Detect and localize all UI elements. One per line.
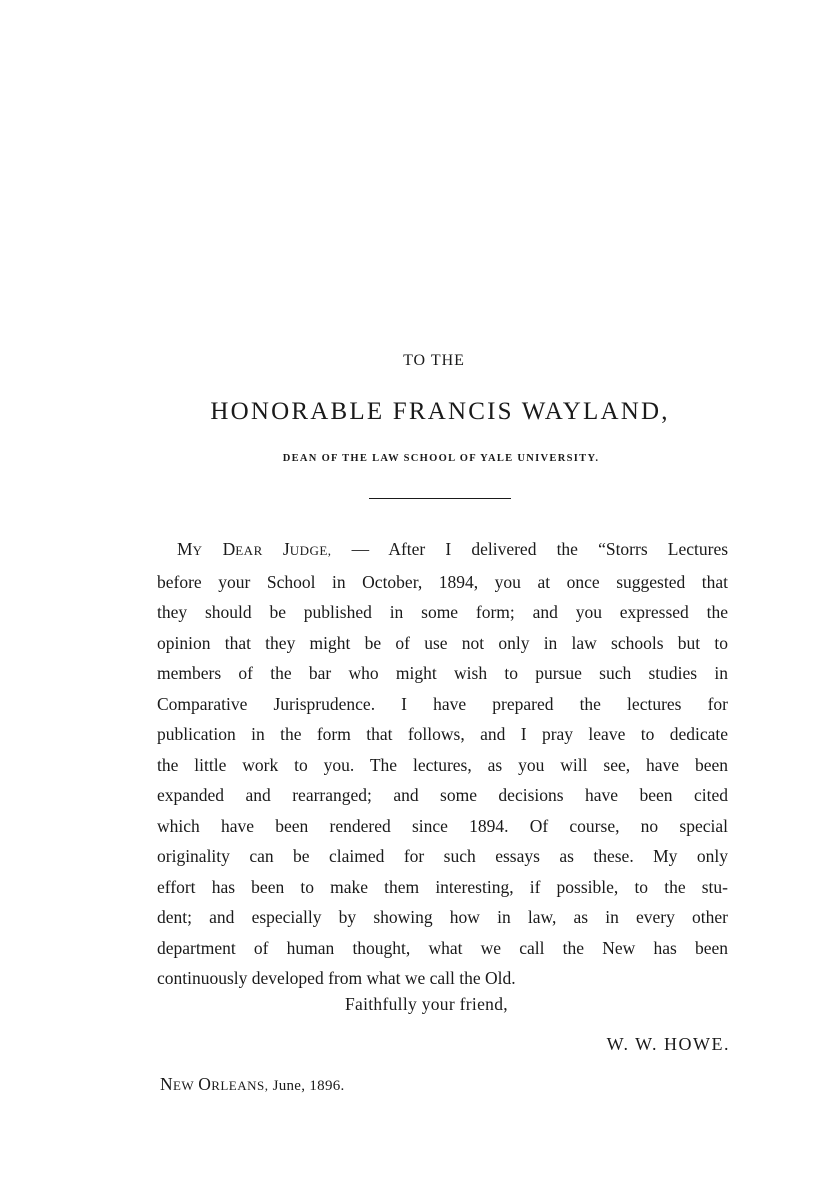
letter-closing: Faithfully your friend,	[345, 994, 508, 1014]
honoree-title: DEAN OF THE LAW SCHOOL OF YALE UNIVERSITY.	[282, 453, 600, 464]
honoree-name: HONORABLE FRANCIS WAYLAND,	[210, 398, 670, 425]
letter-line: opinion that they might be of use not only in law schools but to	[157, 632, 728, 653]
letter-line: MY DEAR JUDGE, — After I delivered the “Storrs Lectures	[177, 539, 729, 559]
letter-line: which have been rendered since 1894. Of course, no special	[157, 815, 728, 836]
letter-line: expanded and rearranged; and some decisions have been cited	[157, 785, 728, 805]
letter-line: department of human thought, what we call the New has been	[157, 937, 728, 958]
signature: W. W. HOWE.	[606, 1034, 730, 1054]
salutation: MY DEAR JUDGE,	[177, 539, 332, 559]
letter-line: the little work to you. The lectures, as you will see, have been	[157, 754, 728, 775]
dedication-letter	[157, 534, 728, 994]
letter-line: publication in the form that follows, and I pray leave to dedicate	[157, 724, 728, 744]
letter-line: members of the bar who might wish to pursue such studies in	[157, 663, 728, 683]
letter-line: originality can be claimed for such essays as these. My only	[157, 846, 728, 866]
place-and-date: NEW ORLEANS, June, 1896.	[160, 1074, 345, 1094]
letter-line: before your School in October, 1894, you at once suggested that	[157, 571, 728, 592]
letter-line: effort has been to make them interesting, if possible, to the stu-	[157, 876, 728, 897]
to-the-heading: TO THE	[403, 352, 465, 369]
letter-line: dent; and especially by showing how in law, as in every other	[157, 907, 728, 927]
letter-date: June, 1896.	[272, 1078, 345, 1094]
letter-line: they should be published in some form; and you expressed the	[157, 602, 728, 622]
letter-line: Comparative Jurisprudence. I have prepared the lectures for	[157, 693, 728, 714]
letter-line: continuously developed from what we call the Old.	[157, 968, 516, 988]
divider-rule	[369, 498, 511, 499]
